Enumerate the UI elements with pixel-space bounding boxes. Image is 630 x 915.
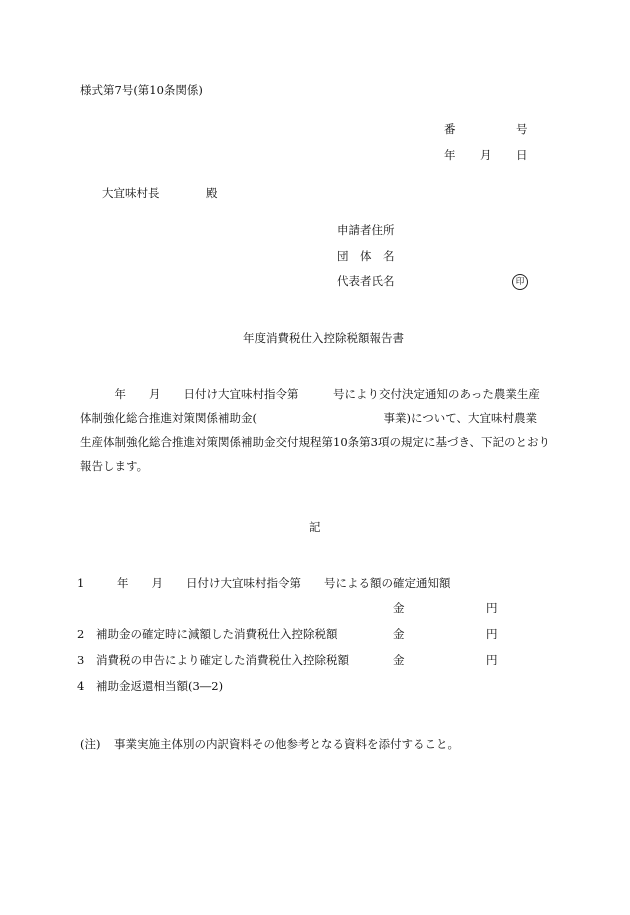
doc-number-ban: 番: [444, 122, 456, 136]
item-1-text: 年 月 日付け大宜味村指令第 号による額の確定通知額: [94, 576, 451, 590]
addressee-name: 大宜味村長: [102, 186, 160, 200]
item-1-number: 1: [77, 576, 85, 590]
item-2-en: 円: [486, 627, 498, 641]
item-1-en: 円: [486, 601, 498, 615]
applicant-address-label: 申請者住所: [337, 223, 395, 237]
applicant-rep-label: 代表者氏名: [337, 274, 395, 288]
form-number: 様式第7号(第10条関係): [80, 83, 203, 97]
body-line-3: 生産体制強化総合推進対策関係補助金交付規程第10条第3項の規定に基づき、下記のとおり: [80, 435, 550, 449]
note-text: 事業実施主体別の内訳資料その他参考となる資料を添付すること。: [114, 737, 459, 751]
applicant-org-label: 団 体 名: [337, 249, 395, 263]
date-year: 年: [444, 148, 456, 162]
date-month: 月: [480, 148, 492, 162]
item-3-en: 円: [486, 653, 498, 667]
item-3-text: 消費税の申告により確定した消費税仕入控除税額: [96, 653, 349, 667]
body-line-4: 報告します。: [80, 459, 149, 473]
doc-number-go: 号: [516, 122, 528, 136]
seal-mark: 印: [512, 274, 528, 290]
report-title: 年度消費税仕入控除税額報告書: [243, 331, 404, 345]
item-4-text: 補助金返還相当額(3―2): [96, 679, 224, 693]
item-2-kin: 金: [393, 627, 405, 641]
item-1-kin: 金: [393, 601, 405, 615]
date-day: 日: [516, 148, 528, 162]
item-3-kin: 金: [393, 653, 405, 667]
addressee-honorific: 殿: [206, 186, 218, 200]
item-2-text: 補助金の確定時に減額した消費税仕入控除税額: [96, 627, 338, 641]
ki-heading: 記: [309, 520, 321, 534]
note-label: (注): [80, 737, 101, 751]
body-line-1: 年 月 日付け大宜味村指令第 号により交付決定通知のあった農業生産: [80, 387, 540, 401]
item-3-number: 3: [77, 653, 85, 667]
item-4-number: 4: [77, 679, 85, 693]
item-2-number: 2: [77, 627, 85, 641]
body-line-2: 体制強化総合推進対策関係補助金( 事業)について、大宜味村農業: [80, 411, 538, 425]
